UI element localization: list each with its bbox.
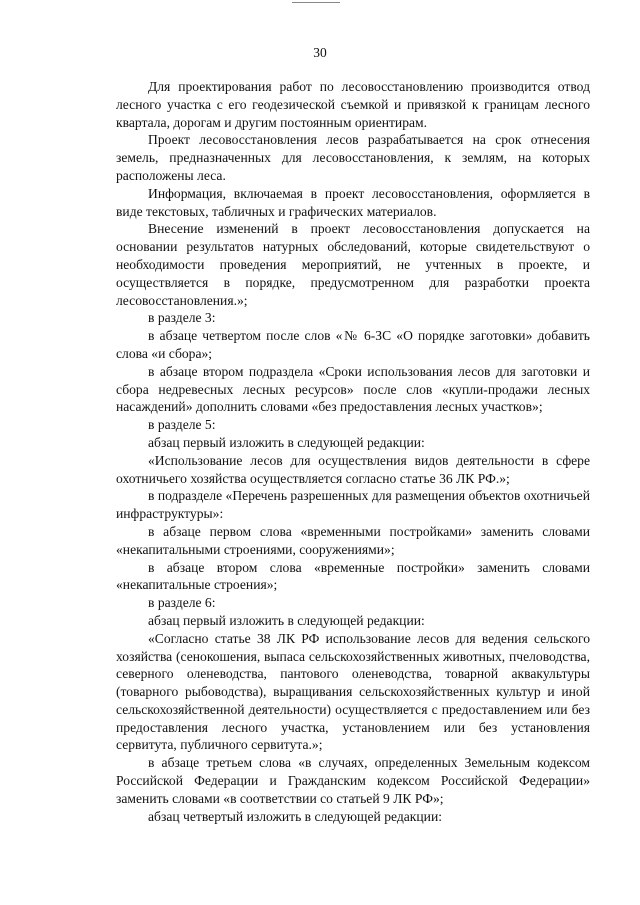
page-number: 30 [313, 45, 327, 60]
document-body [116, 78, 590, 825]
paragraph: Внесение изменений в проект лесовосстановления допускается на основании результатов натурных обследований, которые свидетельствуют о необходимости проведения мероприятий, не учтенных в проекте, и осуществляется в порядке, предусмотренном для разработки проекта лесовосстановления.»; [116, 221, 590, 308]
paragraph: абзац четвертый изложить в следующей редакции: [148, 808, 443, 824]
paragraph: Проект лесовосстановления лесов разрабатывается на срок отнесения земель, предназначенных для лесовосстановления, к землям, на которых расположены леса. [116, 132, 590, 183]
paragraph: абзац первый изложить в следующей редакции: [148, 434, 425, 450]
paragraph: в подразделе «Перечень разрешенных для размещения объектов охотничьей инфраструктуры»: [116, 488, 590, 522]
paragraph: Информация, включаемая в проект лесовосстановления, оформляется в виде текстовых, табличных и графических материалов. [116, 185, 590, 219]
paragraph: в абзаце втором слова «временные постройки» заменить словами «некапитальные строения»; [116, 559, 590, 593]
paragraph: в абзаце первом слова «временными постройками» заменить словами «некапитальными строениями, сооружениями»; [116, 523, 590, 557]
paragraph: в разделе 5: [148, 417, 216, 433]
paragraph: в абзаце втором подраздела «Сроки использования лесов для заготовки и сбора недревесных лесных ресурсов» после слов «купли-продажи лесных насаждений» дополнить словами «без предоставления лесных участков»; [116, 363, 590, 415]
paragraph: в разделе 3: [148, 310, 216, 326]
top-rule [292, 2, 340, 3]
paragraph: в абзаце третьем слова «в случаях, определенных Земельным кодексом Российской Федерации и Гражданским кодексом Российской Федерации» заменить словами «в соответствии со статьей 9 ЛК РФ»; [116, 755, 590, 806]
paragraph: в абзаце четвертом после слов «№ 6-ЗС «О порядке заготовки» добавить слова «и сбора»; [116, 328, 590, 361]
paragraph: «Согласно статье 38 ЛК РФ использование лесов для ведения сельского хозяйства (сенокошения, выпаса сельскохозяйственных животных, пчеловодства, северного оленеводства, пантового оленеводства, товарной аквакультуры (товарного рыбоводства), выращивания сельскохозяйственных культур и иной сельскохозяйственной деятельности) осуществляется с предоставлением или без предоставления лесного участка, установлением или без установления сервитута, публичного сервитута.»; [116, 630, 590, 753]
paragraph: Для проектирования работ по лесовосстановлению производится отвод лесного участка с его геодезической съемкой и привязкой к границам лесного квартала, дорогам и другим постоянным ориентирам. [116, 79, 590, 130]
paragraph: абзац первый изложить в следующей редакции: [148, 612, 425, 628]
paragraph: «Использование лесов для осуществления видов деятельности в сфере охотничьего хозяйства осуществляется согласно статье 36 ЛК РФ.»; [116, 452, 590, 486]
paragraph: в разделе 6: [148, 595, 216, 611]
